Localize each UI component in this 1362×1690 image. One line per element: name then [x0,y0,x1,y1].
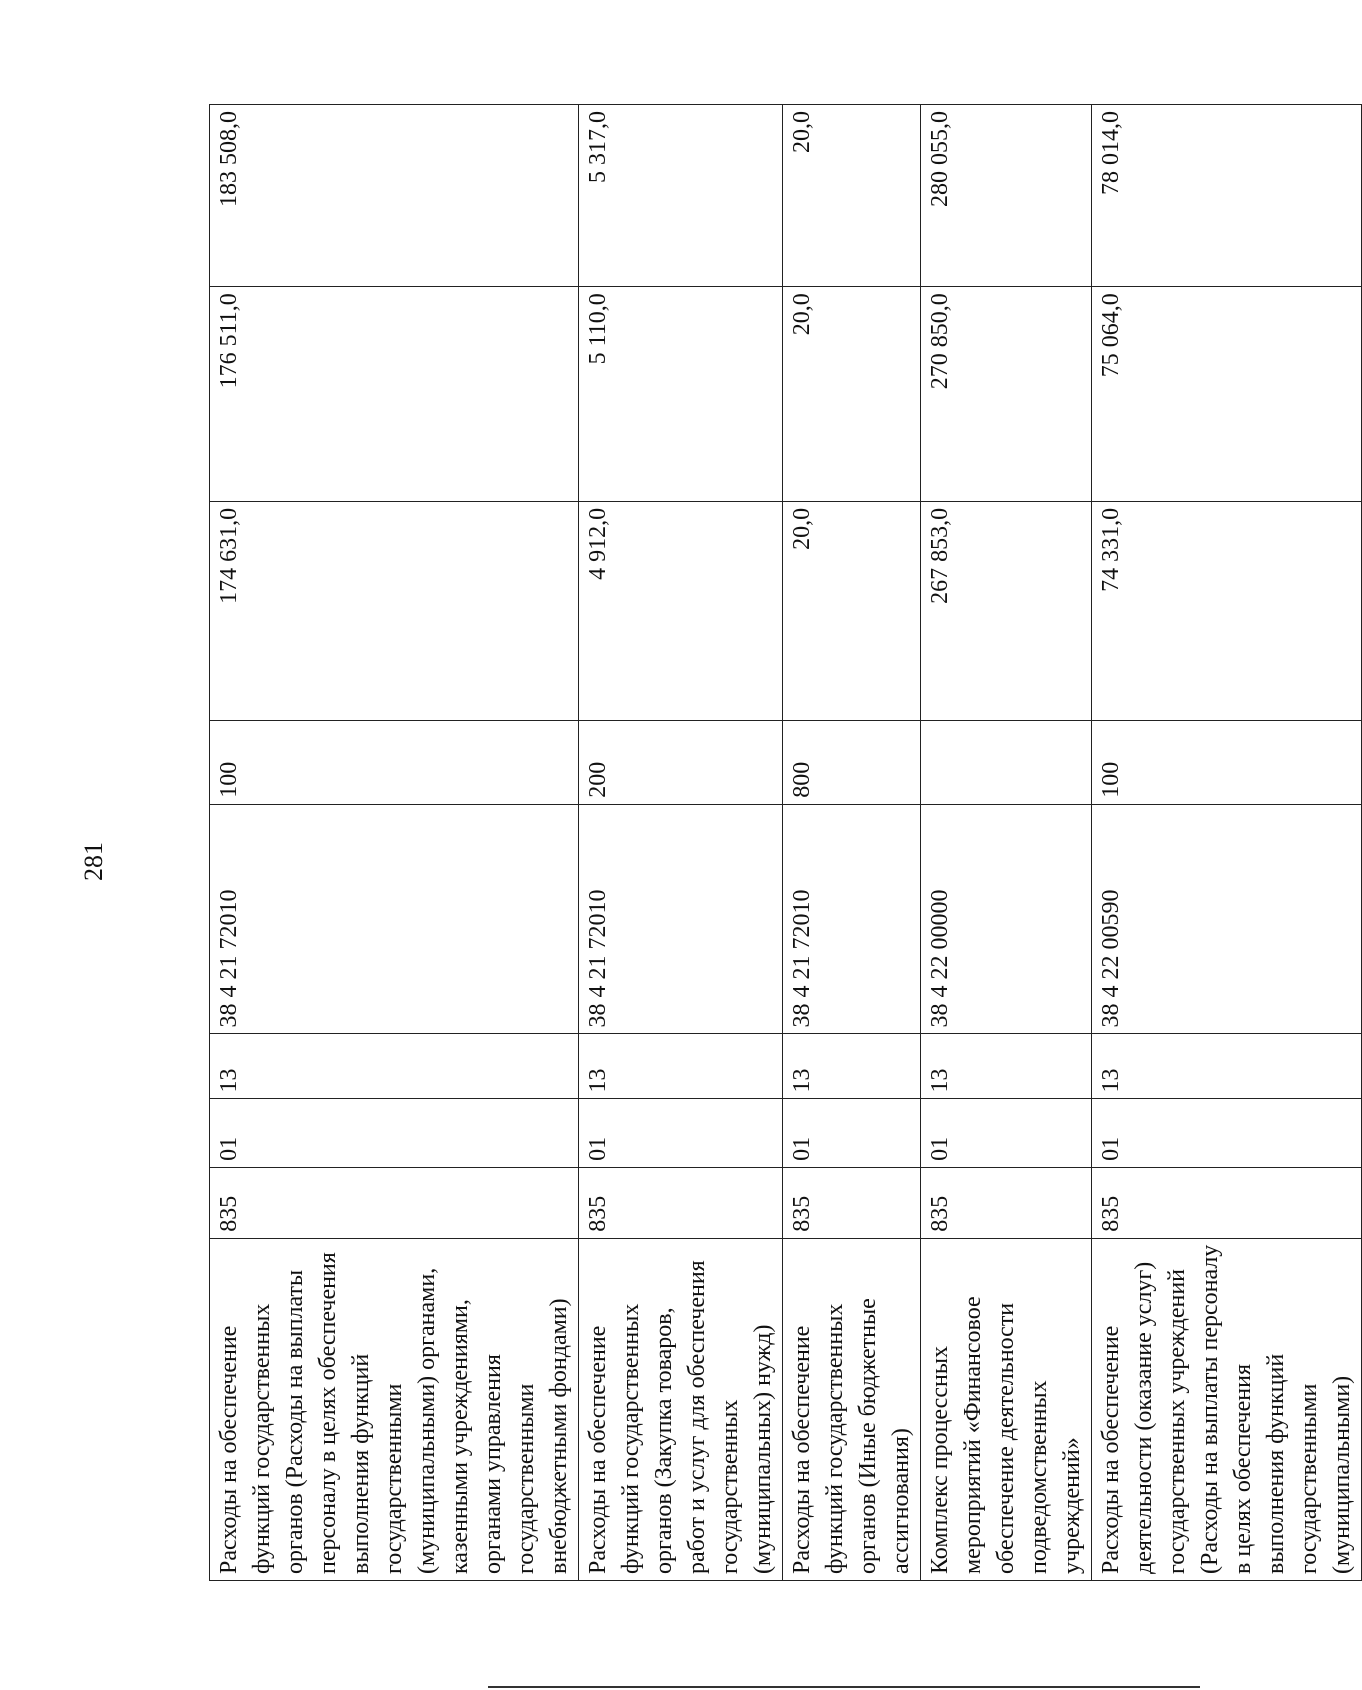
row-description: Расходы на обеспечение функций государственных органов (Расходы на выплаты персоналу в целях обеспечения выполнения функций государственными (муниципальными) органами, казенными учреждениями, органами управления государственными внебюджетными фондами) [210,1238,579,1580]
expense-type-code: 200 [579,721,783,805]
row-description: Расходы на обеспечение функций государственных органов (Закупка товаров, работ и услуг для обеспечения государственных (муниципальных) нужд) [579,1238,783,1580]
sum-year-1: 4 912,0 [579,501,783,720]
sum-year-1: 267 853,0 [921,501,1092,720]
target-article-code: 38 4 21 72010 [783,804,921,1034]
scan-edge-line [488,1686,1200,1688]
ministry-code: 835 [783,1167,921,1238]
section-code: 01 [921,1099,1092,1167]
table-row [783,105,921,1581]
sum-year-2: 270 850,0 [921,287,1092,502]
sum-year-3: 280 055,0 [921,105,1092,287]
sum-year-2: 176 511,0 [210,287,579,502]
expense-type-code: 800 [783,721,921,805]
ministry-code: 835 [210,1167,579,1238]
target-article-code: 38 4 22 00000 [921,804,1092,1034]
table-row [921,105,1092,1581]
expense-type-code [921,721,1092,805]
ministry-code: 835 [921,1167,1092,1238]
target-article-code: 38 4 22 00590 [1092,804,1362,1034]
sum-year-2: 75 064,0 [1092,287,1362,502]
ministry-code: 835 [1092,1167,1362,1238]
expense-type-code: 100 [1092,721,1362,805]
budget-table-container [209,104,1355,1581]
sum-year-3: 78 014,0 [1092,105,1362,287]
subsection-code: 13 [579,1034,783,1099]
target-article-code: 38 4 21 72010 [210,804,579,1034]
sum-year-2: 5 110,0 [579,287,783,502]
sum-year-3: 183 508,0 [210,105,579,287]
ministry-code: 835 [579,1167,783,1238]
section-code: 01 [210,1099,579,1167]
row-description: Расходы на обеспечение функций государственных органов (Иные бюджетные ассигнования) [783,1238,921,1580]
section-code: 01 [783,1099,921,1167]
table-row [1092,105,1362,1581]
subsection-code: 13 [1092,1034,1362,1099]
table-row [210,105,579,1581]
sum-year-2: 20,0 [783,287,921,502]
subsection-code: 13 [210,1034,579,1099]
page-number: 281 [79,842,108,881]
budget-table-landscape [209,104,1355,1581]
sum-year-3: 5 317,0 [579,105,783,287]
sum-year-1: 74 331,0 [1092,501,1362,720]
sum-year-1: 20,0 [783,501,921,720]
subsection-code: 13 [921,1034,1092,1099]
section-code: 01 [1092,1099,1362,1167]
section-code: 01 [579,1099,783,1167]
row-description: Расходы на обеспечение деятельности (оказание услуг) государственных учреждений (Расходы на выплаты персоналу в целях обеспечения выполнения функций государственными (муниципальными) [1092,1238,1362,1580]
target-article-code: 38 4 21 72010 [579,804,783,1034]
subsection-code: 13 [783,1034,921,1099]
budget-table [209,104,1362,1581]
sum-year-1: 174 631,0 [210,501,579,720]
table-row [579,105,783,1581]
sum-year-3: 20,0 [783,105,921,287]
row-description: Комплекс процессных мероприятий «Финансовое обеспечение деятельности подведомственных учреждений» [921,1238,1092,1580]
expense-type-code: 100 [210,721,579,805]
